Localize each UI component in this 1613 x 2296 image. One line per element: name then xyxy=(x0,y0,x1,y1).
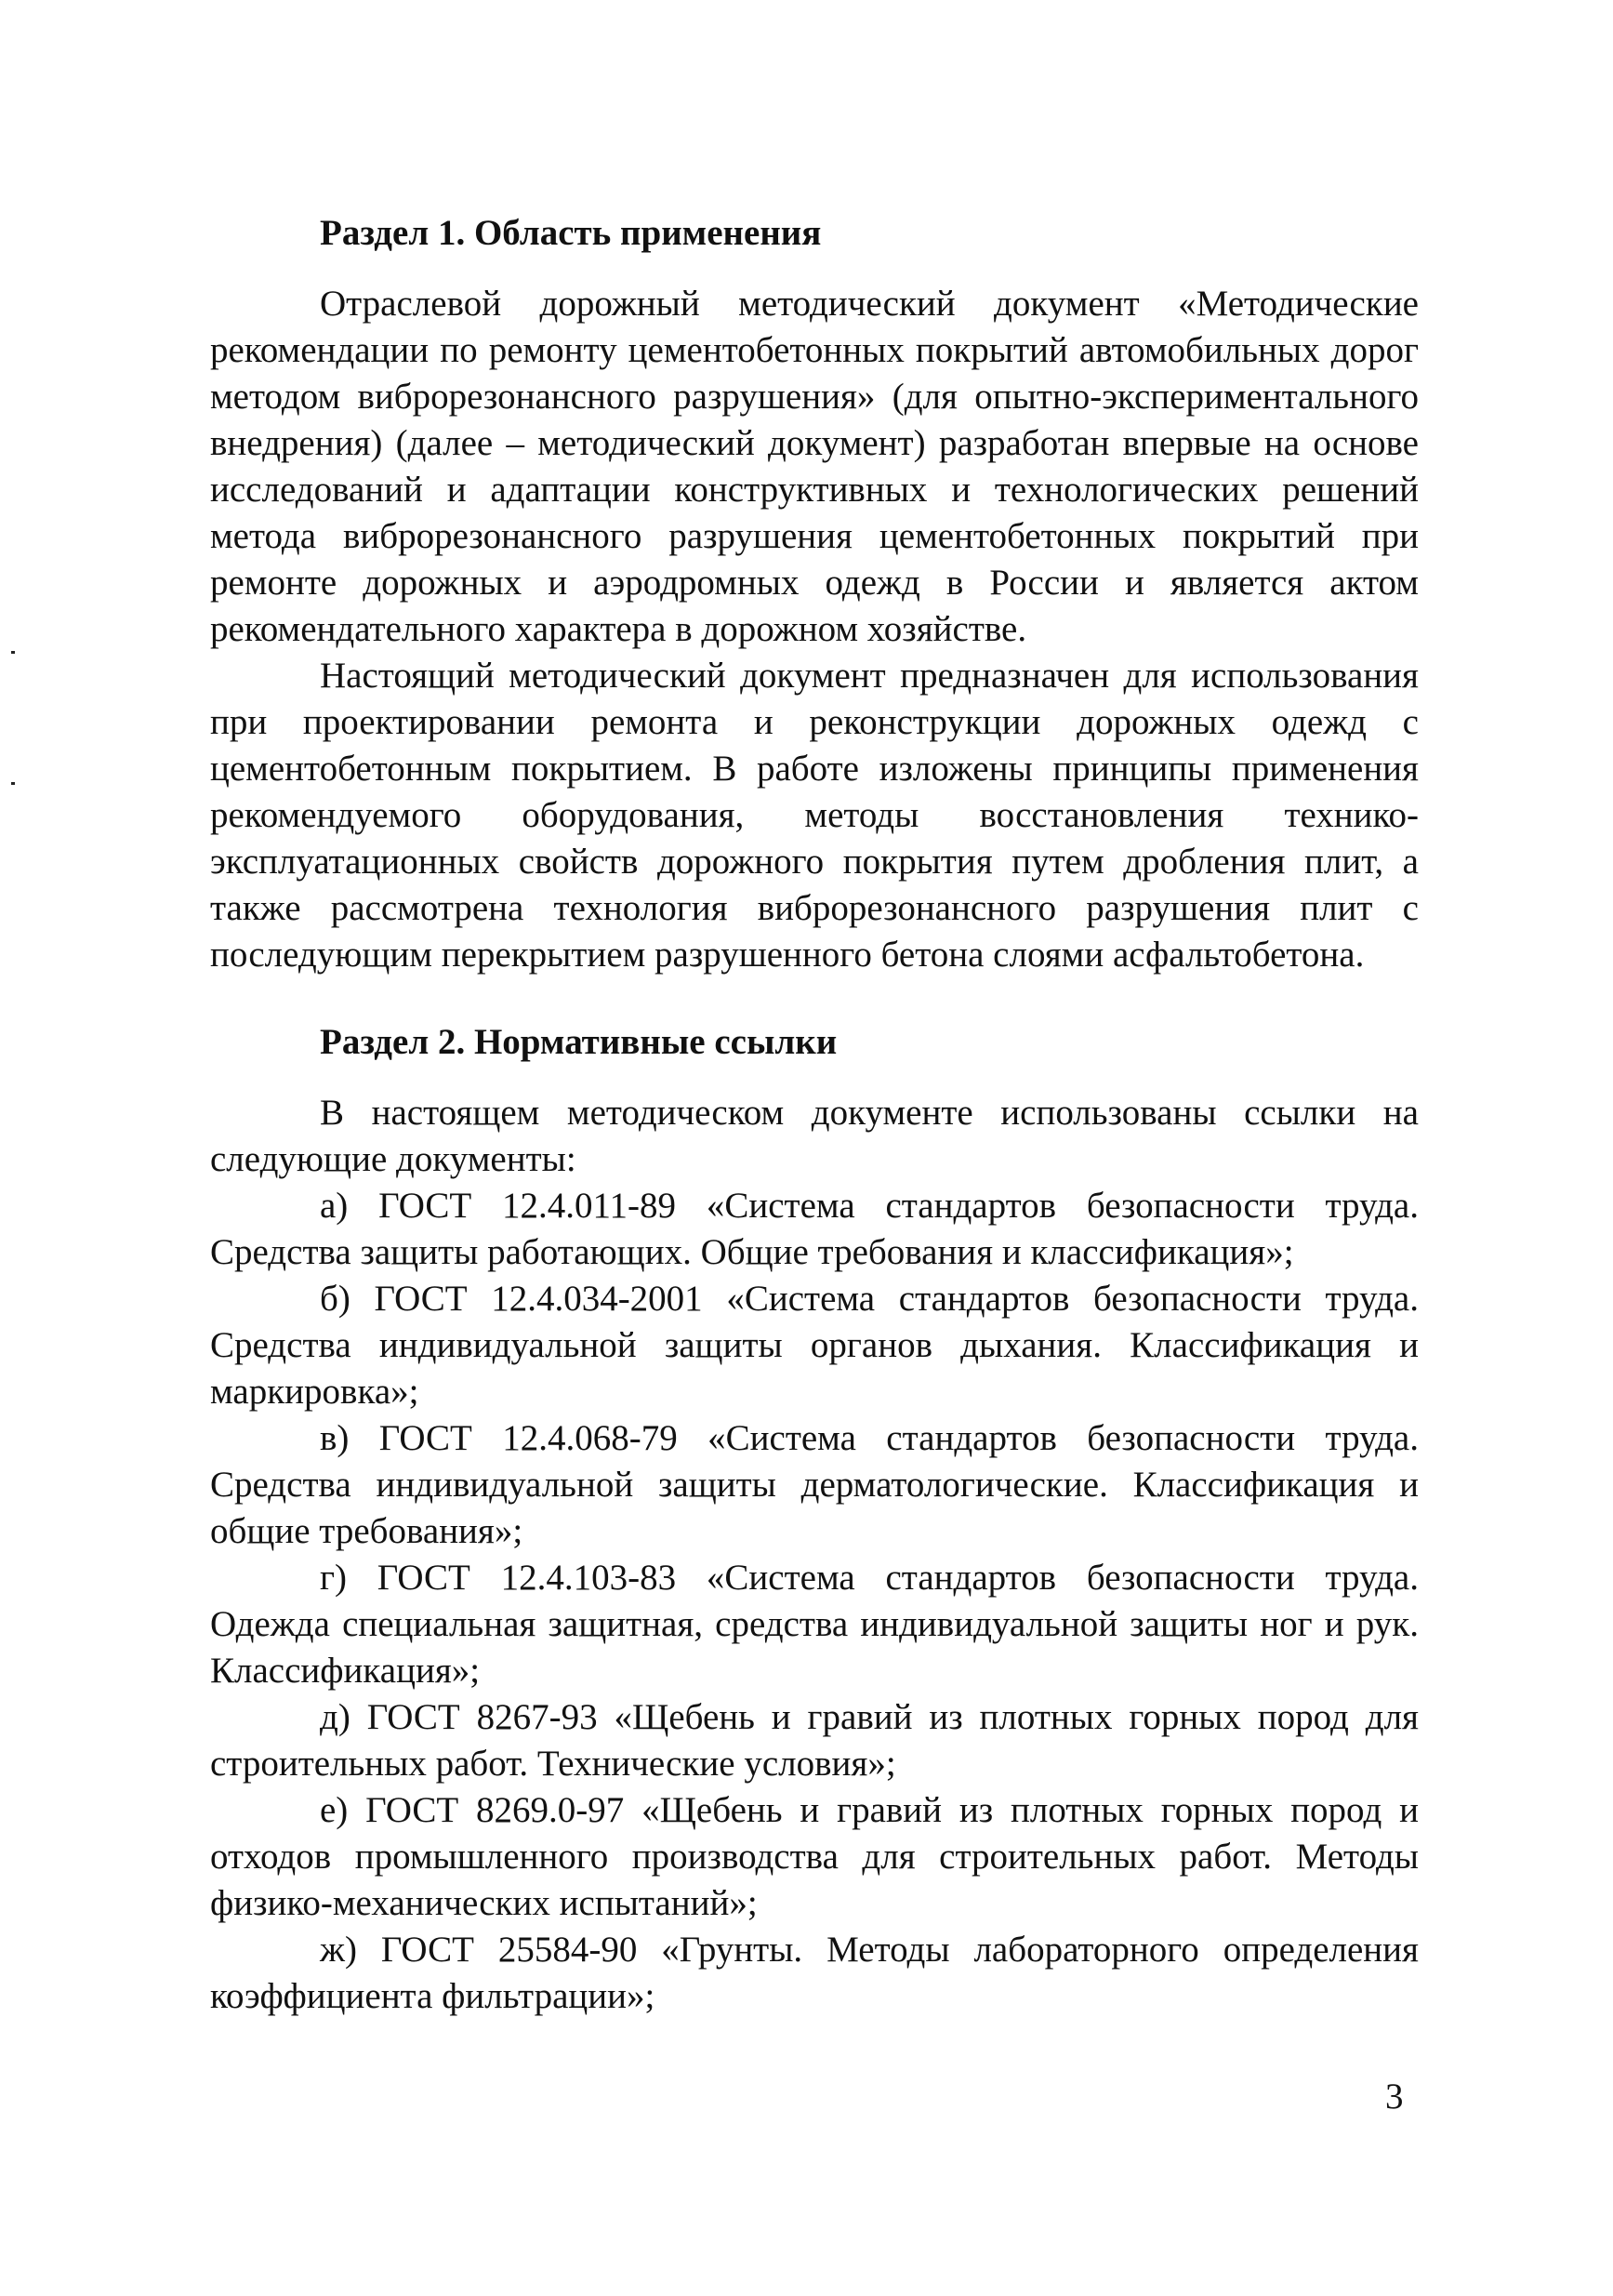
reference-item-a: а) ГОСТ 12.4.011-89 «Система стандартов безопасности труда. Средства защиты работающих. Общие требования и классификация»; xyxy=(210,1186,1419,1272)
page-number: 3 xyxy=(1385,2077,1404,2117)
reference-item-g: г) ГОСТ 12.4.103-83 «Система стандартов безопасности труда. Одежда специальная защитная, средства индивидуальной защиты ног и рук. Классификация»; xyxy=(210,1558,1419,1691)
section-2-intro: В настоящем методическом документе использованы ссылки на следующие документы: xyxy=(210,1093,1419,1179)
scan-mark xyxy=(11,782,15,785)
section-2-heading: Раздел 2. Нормативные ссылки xyxy=(320,1022,838,1062)
section-1-heading: Раздел 1. Область применения xyxy=(320,213,822,253)
page-content xyxy=(210,210,1419,2020)
reference-item-e: е) ГОСТ 8269.0-97 «Щебень и гравий из плотных горных пород и отходов промышленного производства для строительных работ. Методы физико-механических испытаний»; xyxy=(210,1790,1419,1923)
reference-item-d: д) ГОСТ 8267-93 «Щебень и гравий из плотных горных пород для строительных работ. Технические условия»; xyxy=(210,1697,1419,1784)
reference-item-v: в) ГОСТ 12.4.068-79 «Система стандартов безопасности труда. Средства индивидуальной защиты дерматологические. Классификация и общие требования»; xyxy=(210,1418,1419,1551)
reference-item-b: б) ГОСТ 12.4.034-2001 «Система стандартов безопасности труда. Средства индивидуальной защиты органов дыхания. Классификация и маркировка»; xyxy=(210,1279,1419,1412)
section-1-paragraph: Настоящий методический документ предназначен для использования при проектировании ремонта и реконструкции дорожных одежд с цементобетонным покрытием. В работе изложены принципы применения рекомендуемого оборудования, методы восстановления технико-эксплуатационных свойств дорожного покрытия путем дробления плит, а также рассмотрена технология виброрезонансного разрушения плит с последующим перекрытием разрушенного бетона слоями асфальтобетона. xyxy=(210,656,1419,975)
section-1-paragraph: Отраслевой дорожный методический документ «Методические рекомендации по ремонту цементобетонных покрытий автомобильных дорог методом виброрезонансного разрушения» (для опытно-экспериментального внедрения) (далее – методический документ) разработан впервые на основе исследований и адаптации конструктивных и технологических решений метода виброрезонансного разрушения цементобетонных покрытий при ремонте дорожных и аэродромных одежд в России и является актом рекомендательного характера в дорожном хозяйстве. xyxy=(210,284,1419,649)
scan-mark xyxy=(11,651,15,654)
reference-item-zh: ж) ГОСТ 25584-90 «Грунты. Методы лабораторного определения коэффициента фильтрации»; xyxy=(210,1930,1419,2016)
